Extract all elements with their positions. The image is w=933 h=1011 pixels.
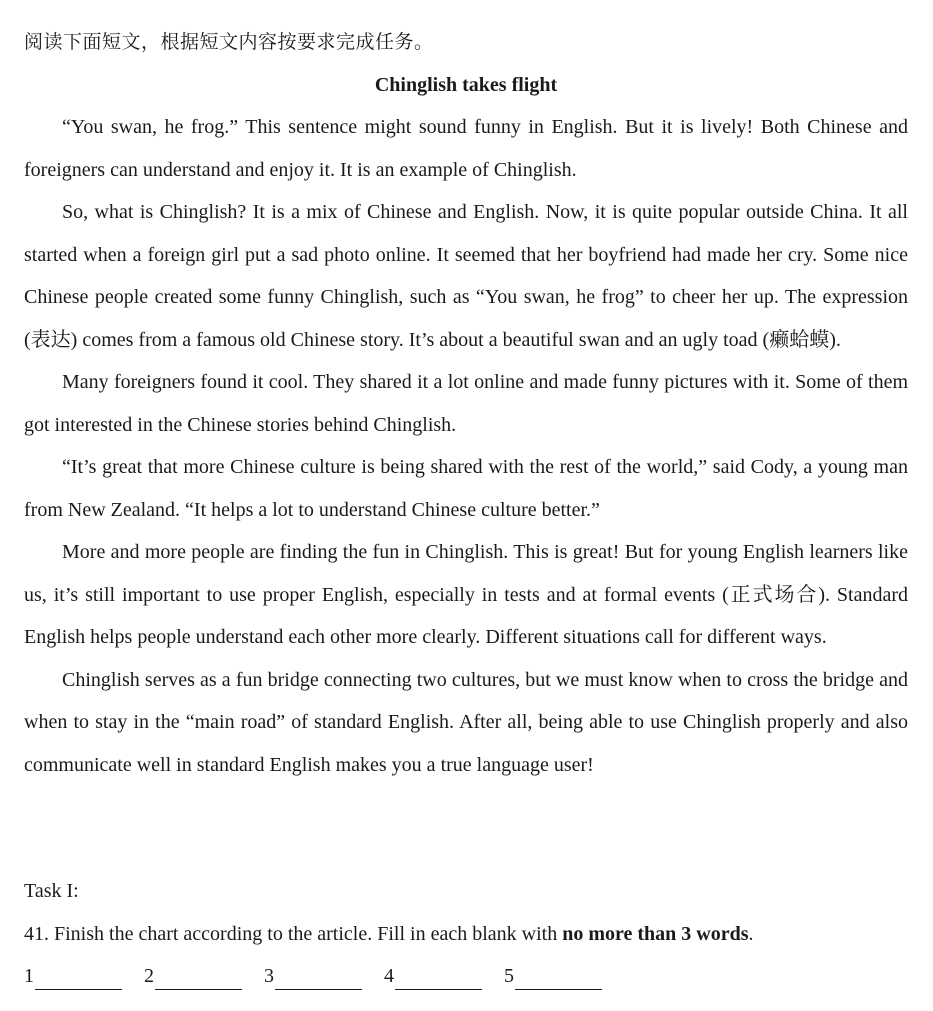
answer-blank-4[interactable] <box>384 962 482 990</box>
blank-number: 1 <box>24 965 34 987</box>
blank-line[interactable] <box>395 967 482 990</box>
paragraph: Chinglish serves as a fun bridge connecting two cultures, but we must know when to cross the bridge and when to stay in the “main road” of standard English. After all, being able to use Chinglish properly and also communicate well in standard English makes you a true language user! <box>24 668 908 776</box>
answer-blank-1[interactable] <box>24 962 122 990</box>
answer-blank-5[interactable] <box>504 962 602 990</box>
question-41 <box>24 920 754 948</box>
paragraph: So, what is Chinglish? It is a mix of Chinese and English. Now, it is quite popular outside China. It all started when a foreign girl put a sad photo online. It seemed that her boyfriend had made her cry. Some nice Chinese people created some funny Chinglish, such as “You swan, he frog” to cheer her up. The expression (表达) comes from a famous old Chinese story. It’s about a beautiful swan and an ugly toad (癞蛤蟆). <box>24 201 908 351</box>
article-body <box>24 106 908 786</box>
answer-blank-2[interactable] <box>144 962 242 990</box>
blank-line[interactable] <box>155 967 242 990</box>
blank-number: 2 <box>144 965 154 987</box>
paragraph: Many foreigners found it cool. They shared it a lot online and made funny pictures with it. Some of them got interested in the Chinese stories behind Chinglish. <box>24 371 908 436</box>
question-prefix: 41. Finish the chart according to the article. Fill in each blank with <box>24 923 563 945</box>
blank-line[interactable] <box>515 967 602 990</box>
paragraph: “You swan, he frog.” This sentence might sound funny in English. But it is lively! Both Chinese and foreigners can understand and enjoy it. It is an example of Chinglish. <box>24 116 908 181</box>
blank-line[interactable] <box>35 967 122 990</box>
paragraph: “It’s great that more Chinese culture is being shared with the rest of the world,” said Cody, a young man from New Zealand. “It helps a lot to understand Chinese culture better.” <box>24 456 908 521</box>
instruction-text: 阅读下面短文，根据短文内容按要求完成任务。 <box>24 31 434 53</box>
question-emphasis: no more than 3 words <box>562 923 749 945</box>
answer-blanks <box>24 962 602 990</box>
task-label: Task I: <box>24 880 79 902</box>
blank-number: 4 <box>384 965 394 987</box>
article-title: Chinglish takes flight <box>374 74 558 96</box>
blank-number: 3 <box>264 965 274 987</box>
blank-number: 5 <box>504 965 514 987</box>
blank-line[interactable] <box>275 967 362 990</box>
question-suffix: . <box>748 923 754 945</box>
paragraph: More and more people are finding the fun in Chinglish. This is great! But for young English learners like us, it’s still important to use proper English, especially in tests and at formal events (正式场合). Standard English helps people understand each other more clearly. Different situations call for different ways. <box>24 541 908 648</box>
answer-blank-3[interactable] <box>264 962 362 990</box>
